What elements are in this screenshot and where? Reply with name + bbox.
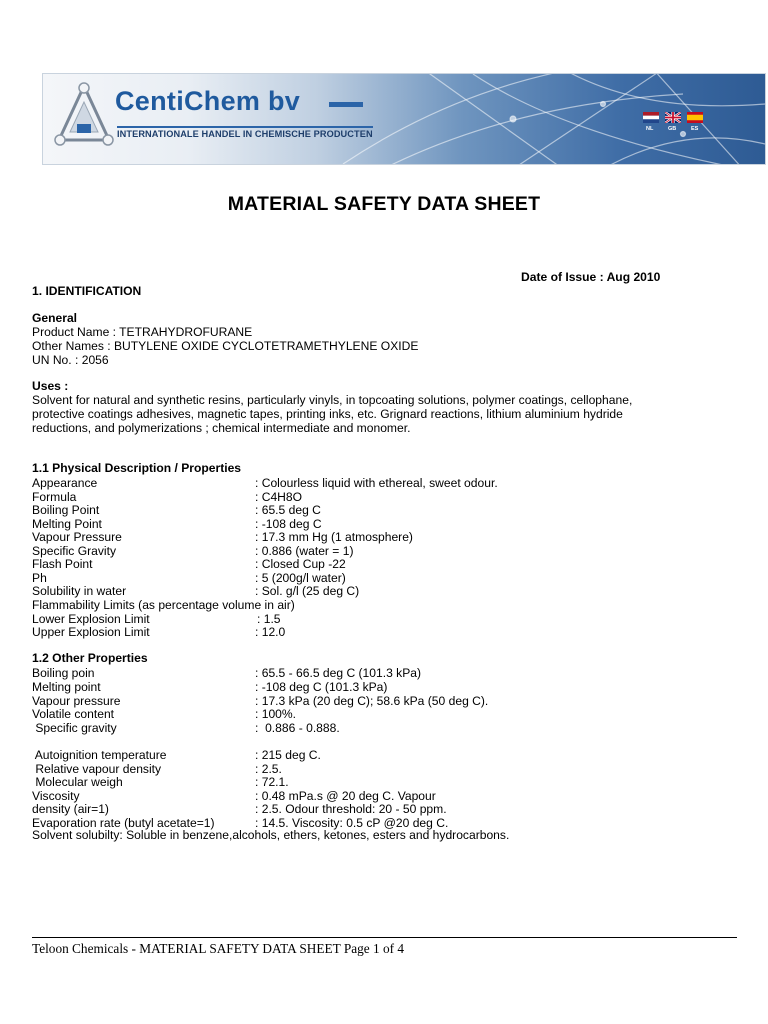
property-value: : 1.5: [257, 612, 281, 626]
spain-flag-icon[interactable]: [687, 110, 703, 121]
flag-label-gb: GB: [668, 126, 677, 132]
property-label: Lower Explosion Limit: [32, 612, 150, 626]
property-label: Viscosity: [32, 789, 80, 803]
general-heading: General: [32, 311, 78, 325]
property-value: : 14.5. Viscosity: 0.5 cP @20 deg C.: [255, 816, 449, 830]
solvent-solubility: Solvent solubilty: Soluble in benzene,alcohols, ethers, ketones, esters and hydrocarbons.: [32, 828, 510, 842]
company-banner: [42, 73, 766, 165]
property-value: : 0.886 (water = 1): [255, 544, 354, 558]
property-value: : Closed Cup -22: [255, 557, 346, 571]
uses-line: reductions, and polymerizations ; chemical intermediate and monomer.: [32, 421, 411, 435]
property-value: : 65.5 - 66.5 deg C (101.3 kPa): [255, 666, 422, 680]
property-value: : 215 deg C.: [255, 748, 321, 762]
brand-name: CentiChem bv: [115, 86, 301, 116]
property-value: : 0.48 mPa.s @ 20 deg C. Vapour: [255, 789, 436, 803]
property-value: : Colourless liquid with ethereal, sweet odour.: [255, 476, 498, 490]
property-value: : 2.5. Odour threshold: 20 - 50 ppm.: [255, 802, 447, 816]
property-label: Boiling Point: [32, 503, 100, 517]
property-value: : 12.0: [255, 625, 286, 639]
un-number: UN No. : 2056: [32, 353, 109, 367]
property-label: Ph: [32, 571, 47, 585]
uses-line: Solvent for natural and synthetic resins, particularly vinyls, in topcoating solutions, polymer coatings, cellophane,: [32, 393, 633, 407]
property-label: Melting point: [32, 680, 101, 694]
property-label: Vapour pressure: [32, 694, 121, 708]
brand-tagline: INTERNATIONALE HANDEL IN CHEMISCHE PRODUCTEN: [117, 126, 373, 139]
uses-heading: Uses :: [32, 379, 69, 393]
property-label: Upper Explosion Limit: [32, 625, 150, 639]
footer-divider: [32, 937, 737, 938]
property-value: : Sol. g/l (25 deg C): [255, 584, 360, 598]
property-value: : -108 deg C (101.3 kPa): [255, 680, 388, 694]
property-label: Flash Point: [32, 557, 93, 571]
property-label: Melting Point: [32, 517, 102, 531]
property-label: Volatile content: [32, 707, 115, 721]
property-label: Flammability Limits (as percentage volume in air): [32, 598, 295, 612]
property-value: : 100%.: [255, 707, 297, 721]
property-value: : 0.886 - 0.888.: [255, 721, 340, 735]
uk-flag-icon[interactable]: [665, 110, 681, 121]
property-value: : 5 (200g/l water): [255, 571, 346, 585]
property-value: : 17.3 kPa (20 deg C); 58.6 kPa (50 deg C).: [255, 694, 489, 708]
property-label: Formula: [32, 490, 77, 504]
property-value: : -108 deg C: [255, 517, 322, 531]
section-identification-heading: 1. IDENTIFICATION: [32, 284, 142, 298]
property-label: Boiling poin: [32, 666, 95, 680]
property-value: : 2.5.: [255, 762, 282, 776]
property-value: : 65.5 deg C: [255, 503, 321, 517]
flag-label-nl: NL: [646, 126, 654, 132]
property-label: Solubility in water: [32, 584, 127, 598]
property-label: Specific Gravity: [32, 544, 117, 558]
physical-properties-heading: 1.1 Physical Description / Properties: [32, 461, 242, 475]
uses-line: protective coatings adhesives, magnetic tapes, printing inks, etc. Grignard reactions, lithium aluminium hydride: [32, 407, 623, 421]
date-of-issue: Date of Issue : Aug 2010: [521, 270, 661, 284]
property-label: Specific gravity: [32, 721, 117, 735]
document-title: MATERIAL SAFETY DATA SHEET: [227, 193, 541, 215]
property-value: : 72.1.: [255, 775, 289, 789]
other-names: Other Names : BUTYLENE OXIDE CYCLOTETRAMETHYLENE OXIDE: [32, 339, 419, 353]
other-properties-heading: 1.2 Other Properties: [32, 651, 148, 665]
flag-label-es: ES: [691, 126, 699, 132]
brand-underline: [329, 102, 363, 107]
netherlands-flag-icon[interactable]: [643, 110, 659, 121]
centichem-logo-icon: [53, 80, 115, 152]
property-label: Autoignition temperature: [32, 748, 167, 762]
property-label: Relative vapour density: [32, 762, 162, 776]
product-name: Product Name : TETRAHYDROFURANE: [32, 325, 253, 339]
property-label: Appearance: [32, 476, 98, 490]
page-footer: Teloon Chemicals - MATERIAL SAFETY DATA SHEET Page 1 of 4: [32, 941, 405, 956]
property-label: Evaporation rate (butyl acetate=1): [32, 816, 215, 830]
property-label: Vapour Pressure: [32, 530, 122, 544]
property-value: : 17.3 mm Hg (1 atmosphere): [255, 530, 413, 544]
property-value: : C4H8O: [255, 490, 303, 504]
property-label: density (air=1): [32, 802, 109, 816]
property-label: Molecular weigh: [32, 775, 123, 789]
